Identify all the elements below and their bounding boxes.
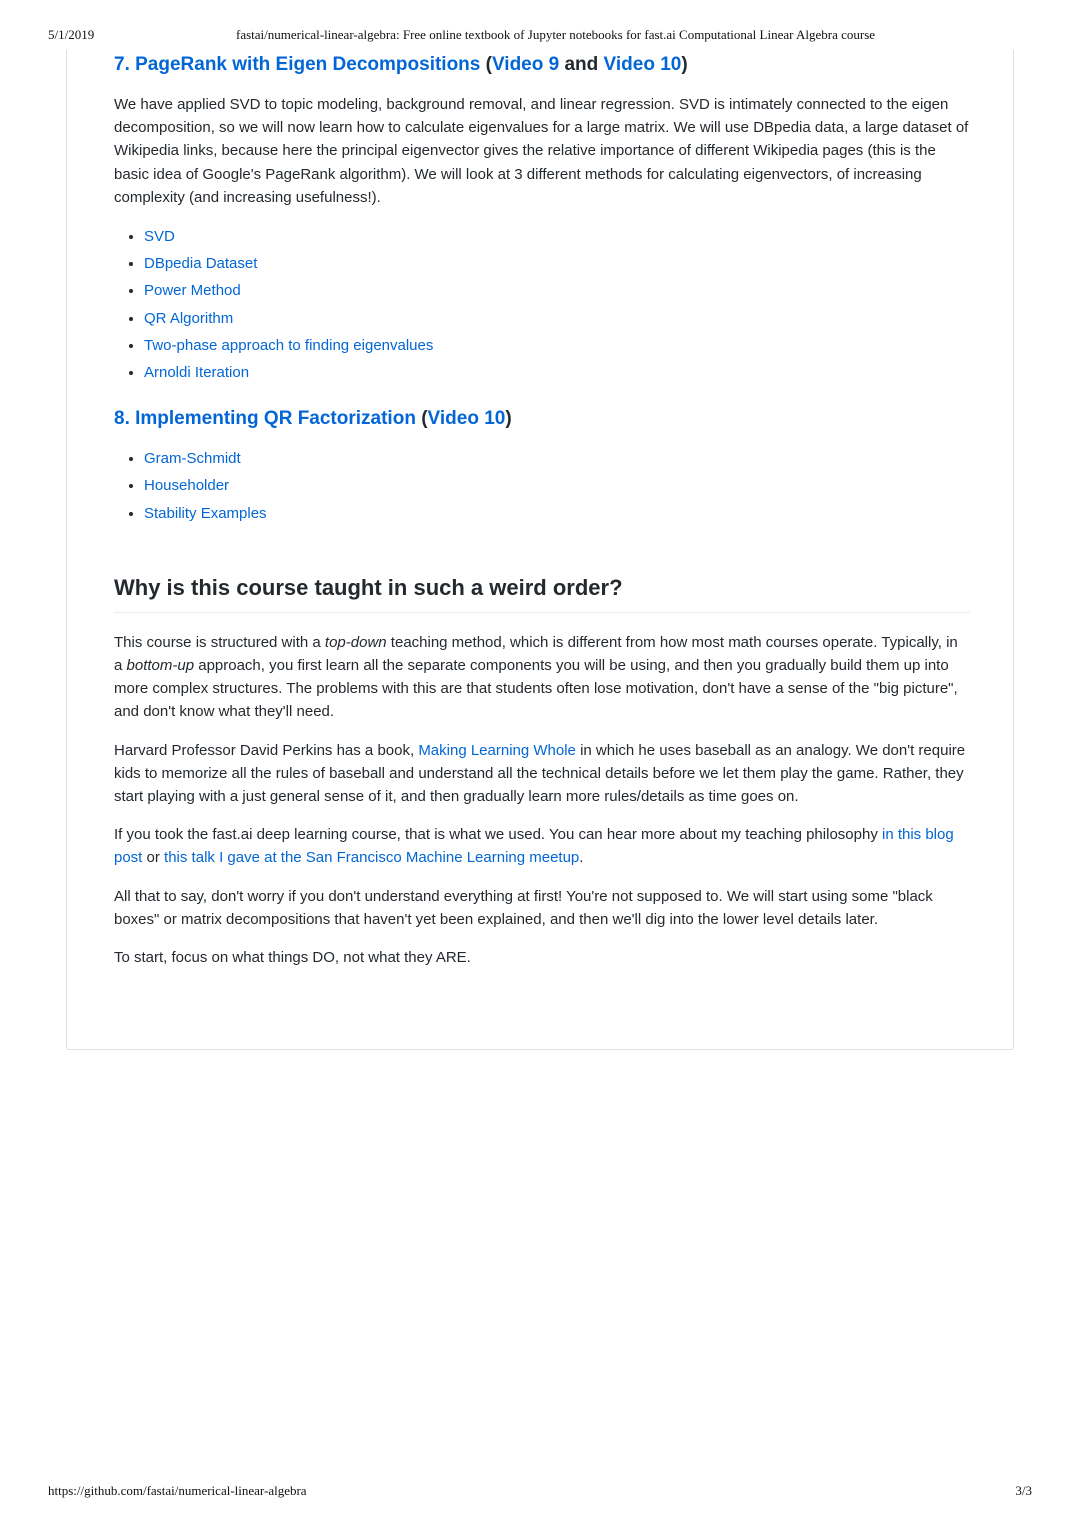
qr-algorithm-link[interactable]: QR Algorithm — [144, 309, 234, 327]
svd-link[interactable]: SVD — [144, 228, 175, 246]
print-header — [0, 27, 1080, 45]
two-phase-link[interactable]: Two-phase approach to finding eigenvalues — [144, 336, 434, 354]
dbpedia-dataset-link[interactable]: DBpedia Dataset — [144, 255, 258, 273]
why-paragraph-4: All that to say, don't worry if you don't understand everything at first! You're not supposed to. We will start using some "black boxes" or matrix decompositions that haven't yet been explained, and then we'll dig into the lower level details later. — [114, 887, 933, 928]
why-p3-text-a: If you took the fast.ai deep learning course, that is what we used. You can hear more about my teaching philosophy — [114, 826, 882, 844]
list-item — [144, 359, 970, 386]
why-p1-text-a: This course is structured with a — [114, 633, 325, 651]
section-7-link[interactable]: 7. PageRank with Eigen Decompositions — [114, 54, 481, 75]
why-p1-em-bottomup: bottom-up — [126, 657, 195, 675]
section-8-heading — [114, 406, 970, 432]
readme-content — [114, 50, 970, 969]
video-10-link-2[interactable]: Video 10 — [427, 408, 506, 430]
arnoldi-iteration-link[interactable]: Arnoldi Iteration — [144, 364, 250, 382]
list-item — [144, 500, 970, 527]
list-item — [144, 277, 970, 304]
section-8-close-paren: ) — [505, 408, 512, 430]
gram-schmidt-link[interactable]: Gram-Schmidt — [144, 450, 241, 468]
list-item — [144, 472, 970, 499]
why-paragraph-2 — [114, 739, 970, 809]
print-page-title: fastai/numerical-linear-algebra: Free online textbook of Jupyter notebooks for fast.ai Computational Linear Algebra course — [236, 27, 876, 42]
why-p2-text-a: Harvard Professor David Perkins has a book, — [114, 741, 419, 759]
print-page-number: 3/3 — [1015, 1483, 1032, 1498]
list-item — [144, 332, 970, 359]
why-p3-text-b: or — [142, 849, 165, 867]
householder-link[interactable]: Householder — [144, 477, 230, 495]
list-item — [144, 445, 970, 472]
section-7-paragraph: We have applied SVD to topic modeling, background removal, and linear regression. SVD is intimately connected to the eigen decomposition, so we will now learn how to calculate eigenvalues for a large matrix. We will use DBpedia data, a large dataset of Wikipedia links, because here the principal eigenvector gives the relative importance of different Wikipedia pages (this is the basic idea of Google's PageRank algorithm). We will look at 3 different methods for calculating eigenvectors, of increasing complexity (and increasing usefulness!). — [114, 96, 969, 206]
section-7-heading — [114, 52, 970, 78]
section-8-link[interactable]: 8. Implementing QR Factorization — [114, 408, 416, 430]
why-p1-text-b: teaching method, which is different from how most math courses operate. Typically, in a — [114, 633, 958, 675]
blog-post-link[interactable]: in this blog post — [114, 826, 954, 867]
print-url: https://github.com/fastai/numerical-linear-algebra — [48, 1483, 307, 1498]
section-7-list — [114, 223, 970, 386]
section-8-open-paren: ( — [421, 408, 428, 430]
section-8-list — [114, 445, 970, 527]
making-learning-whole-link[interactable]: Making Learning Whole — [418, 741, 576, 759]
section-7-close-paren: ) — [681, 54, 688, 75]
why-p3-text-c: . — [579, 849, 584, 867]
why-heading: Why is this course taught in such a weird order? — [114, 573, 970, 613]
why-p1-em-topdown: top-down — [324, 633, 387, 651]
section-7-open-paren: ( — [485, 54, 492, 75]
power-method-link[interactable]: Power Method — [144, 282, 241, 300]
why-paragraph-1 — [114, 631, 970, 724]
print-date: 5/1/2019 — [48, 27, 95, 42]
why-p2-text-b: in which he uses baseball as an analogy. We don't require kids to memorize all the rules of baseball and understand all the technical details before we let them play the game. Rather, they start playing with a just general sense of it, and then gradually learn more rules/details as time goes on. — [114, 741, 966, 806]
print-footer — [0, 1483, 1080, 1501]
sf-ml-meetup-talk-link[interactable]: this talk I gave at the San Francisco Machine Learning meetup — [164, 849, 580, 867]
list-item — [144, 305, 970, 332]
why-p1-text-c: approach, you first learn all the separate components you will be using, and then you gradually build them up into more complex structures. The problems with this are that students often lose motivation, don't have a sense of the "big picture", and don't know what they'll need. — [114, 657, 958, 721]
list-item — [144, 223, 970, 250]
stability-examples-link[interactable]: Stability Examples — [144, 504, 267, 522]
list-item — [144, 250, 970, 277]
section-7-and: and — [564, 54, 599, 75]
video-9-link[interactable]: Video 9 — [491, 54, 560, 75]
video-10-link[interactable]: Video 10 — [603, 54, 682, 75]
why-paragraph-3 — [114, 823, 970, 869]
why-paragraph-5: To start, focus on what things DO, not what they ARE. — [114, 949, 471, 967]
